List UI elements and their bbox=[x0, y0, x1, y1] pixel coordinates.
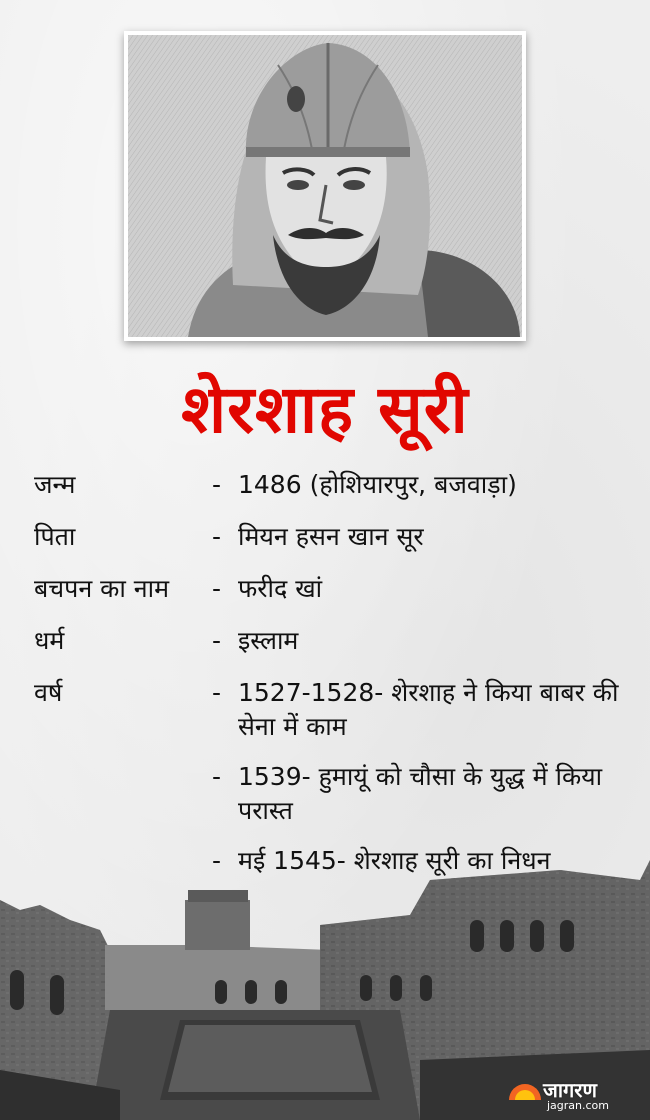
row-label: बचपन का नाम bbox=[34, 574, 170, 603]
row-label: धर्म bbox=[34, 626, 65, 655]
sun-logo-icon bbox=[507, 1078, 543, 1102]
row-dash: - bbox=[212, 762, 222, 791]
info-row-birth bbox=[34, 468, 634, 502]
portrait-image bbox=[128, 35, 522, 337]
logo-url: jagran.com bbox=[547, 1099, 610, 1112]
row-value: 1527-1528- शेरशाह ने किया बाबर की सेना में काम bbox=[238, 678, 619, 741]
info-row-years bbox=[34, 676, 634, 744]
portrait-frame bbox=[124, 31, 526, 341]
row-dash: - bbox=[212, 470, 222, 499]
row-value: इस्लाम bbox=[238, 626, 299, 655]
row-label: वर्ष bbox=[34, 678, 63, 707]
row-label: पिता bbox=[34, 522, 76, 551]
row-dash: - bbox=[212, 522, 222, 551]
row-dash: - bbox=[212, 678, 222, 707]
row-value: मियन हसन खान सूर bbox=[238, 522, 424, 551]
logo-name: जागरण bbox=[543, 1078, 597, 1102]
row-value: 1486 (होशियारपुर, बजवाड़ा) bbox=[238, 470, 517, 499]
info-row-childhood-name bbox=[34, 572, 634, 606]
info-table bbox=[34, 468, 634, 878]
row-dash: - bbox=[212, 574, 222, 603]
info-row-father bbox=[34, 520, 634, 554]
row-value: 1539- हुमायूं को चौसा के युद्ध में किया परास्त bbox=[238, 762, 603, 825]
row-dash: - bbox=[212, 626, 222, 655]
jagran-logo bbox=[507, 1076, 635, 1114]
info-row-religion bbox=[34, 624, 634, 658]
row-label: जन्म bbox=[34, 470, 76, 499]
row-dash: - bbox=[212, 846, 222, 875]
row-value: मई 1545- शेरशाह सूरी का निधन bbox=[238, 846, 551, 875]
info-row-year-event bbox=[34, 760, 634, 828]
row-value: फरीद खां bbox=[238, 574, 323, 603]
page-title: शेरशाह सूरी bbox=[181, 371, 469, 448]
